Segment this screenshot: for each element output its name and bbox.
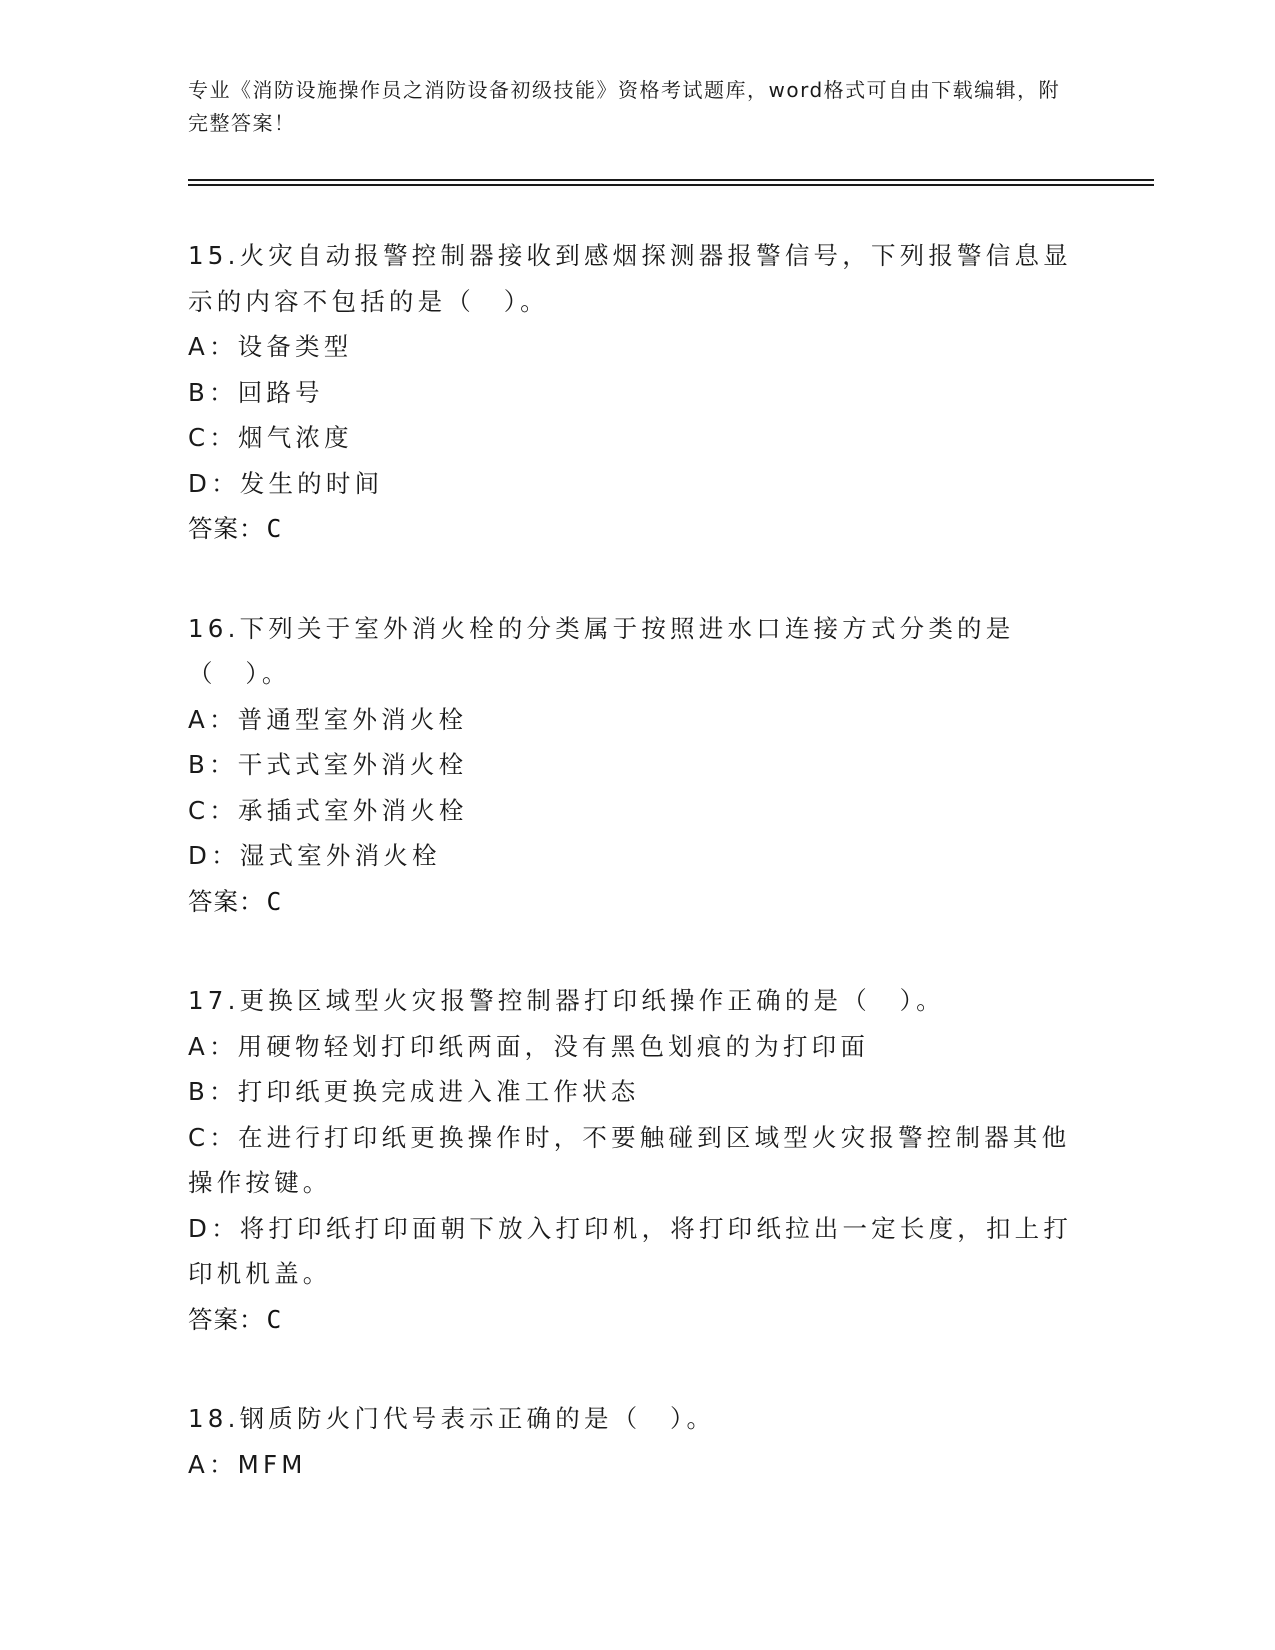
option-a: A：MFM <box>188 1449 307 1479</box>
answer-label: 答案： <box>188 886 265 916</box>
answer-label: 答案： <box>188 514 265 543</box>
answer-value: C <box>266 514 283 543</box>
answer-line <box>188 506 1088 552</box>
option-c: C：承插式室外消火栓 <box>188 795 468 825</box>
question-list <box>188 233 1088 1541</box>
option-d: D：发生的时间 <box>188 468 384 498</box>
question-stem: 18.钢质防火门代号表示正确的是（ ）。 <box>188 1404 716 1433</box>
option-b: B：回路号 <box>188 377 324 407</box>
question-stem: 15.火灾自动报警控制器接收到感烟探测器报警信号，下列报警信息显示的内容不包括的是（ ）。 <box>188 241 1072 316</box>
answer-label: 答案： <box>188 1304 265 1334</box>
option-a: A：普通型室外消火栓 <box>188 704 468 734</box>
option-b: B：打印纸更换完成进入准工作状态 <box>188 1077 640 1106</box>
question-17 <box>188 978 1088 1342</box>
option-b: B：干式式室外消火栓 <box>188 750 468 779</box>
header-rule-top <box>188 179 1154 181</box>
answer-line <box>188 1297 1088 1343</box>
option-d: D：湿式室外消火栓 <box>188 841 441 870</box>
answer-value: C <box>266 1304 283 1334</box>
answer-value: C <box>266 886 283 916</box>
option-a: A：设备类型 <box>188 332 353 361</box>
question-stem: 16.下列关于室外消火栓的分类属于按照进水口连接方式分类的是（ ）。 <box>188 613 1015 688</box>
question-16 <box>188 606 1088 925</box>
header-rule-bottom <box>188 184 1154 186</box>
page-header-text: 专业《消防设施操作员之消防设备初级技能》资格考试题库，word格式可自由下载编辑，附完整答案！ <box>188 78 1061 135</box>
option-c: C：在进行打印纸更换操作时，不要触碰到区域型火灾报警控制器其他操作按键。 <box>188 1122 1071 1197</box>
option-a: A：用硬物轻划打印纸两面，没有黑色划痕的为打印面 <box>188 1031 870 1061</box>
answer-line <box>188 879 1088 925</box>
question-stem: 17.更换区域型火灾报警控制器打印纸操作正确的是（ ）。 <box>188 986 945 1015</box>
option-d: D：将打印纸打印面朝下放入打印机，将打印纸拉出一定长度，扣上打印机机盖。 <box>188 1213 1073 1288</box>
question-18 <box>188 1396 1088 1487</box>
option-c: C：烟气浓度 <box>188 423 353 452</box>
question-15 <box>188 233 1088 552</box>
